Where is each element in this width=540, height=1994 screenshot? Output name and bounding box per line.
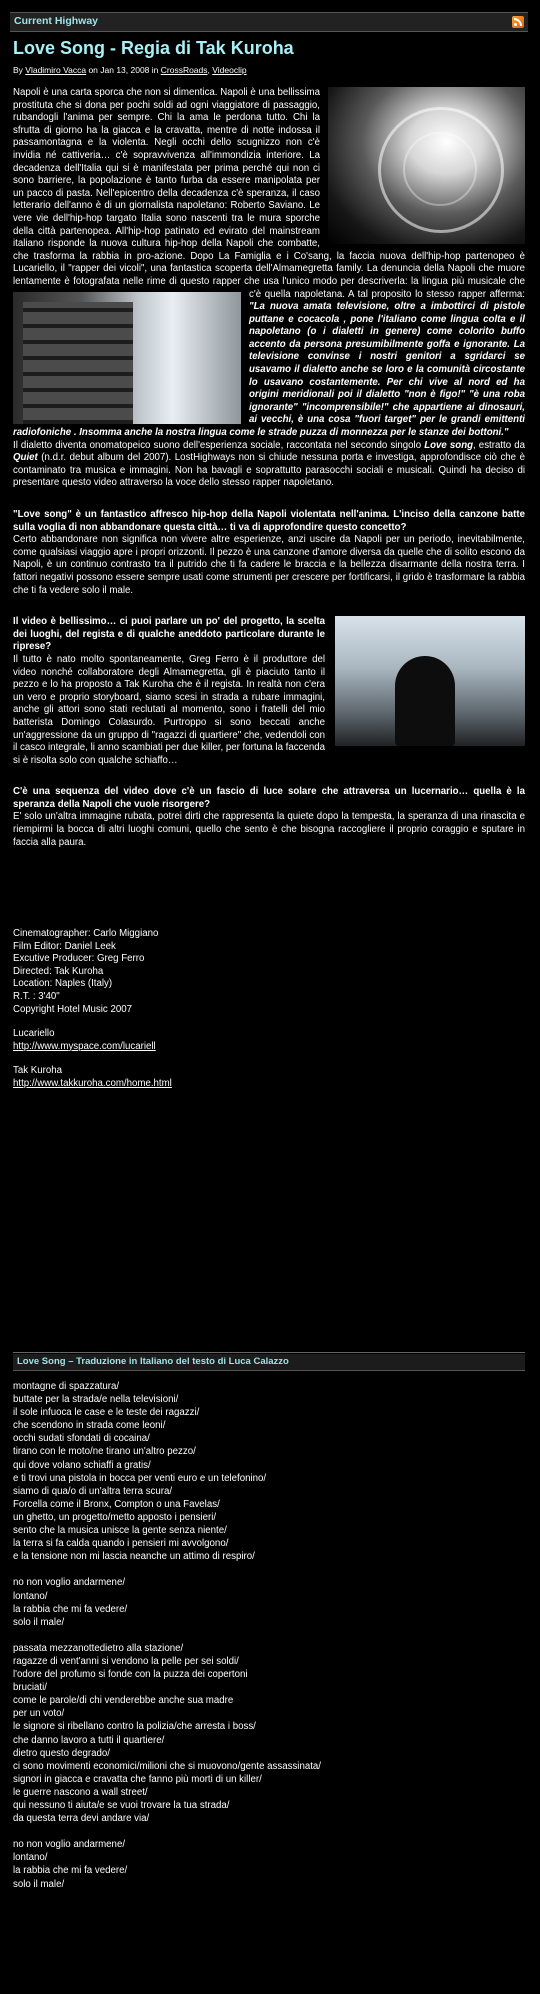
lyrics-header	[13, 1354, 525, 1371]
street-photo	[13, 292, 241, 424]
qa-block-2	[13, 616, 525, 767]
rapper-quote: "La nuova amata televisione, oltre a imbottirci di pistole puttane e cocacola , pone l'italiano come lingua colta e il napoletano (o i dialetti in genere) come colorito buffo accento da persona presumibilmente goffa e ignorante. La televisione convinse i nostri genitori a sgridarci se usavamo il dialetto anche se loro e la comunità circostante lo usavano costantemente. Per chi vive al nord ed ha origini meridionali poi il dialetto "non è figo!" "è una roba ignorante" "incomprensibile!" che appartiene ai dinosauri, ai vecchi, è una cosa "fuori target" per le grandi emittenti radiofoniche . Insomma anche la nostra lingua come le strade puzza di monnezza per le stanze dei bottoni."	[13, 301, 525, 439]
lyric-line: solo il male/	[13, 1616, 65, 1628]
rapper-photo	[335, 616, 525, 746]
lyric-line: tirano con le moto/ne tirano un'altro pezzo/	[13, 1446, 196, 1458]
lyric-line	[13, 1825, 321, 1838]
lyric-line: lontano/	[13, 1852, 48, 1864]
lyric-line: per un voto/	[13, 1708, 65, 1720]
lyric-line: il sole infuoca le case e le teste dei ragazzi/	[13, 1407, 200, 1419]
lyric-line: qui nessuno ti aiuta/e se vuoi trovare la tua strada/	[13, 1800, 230, 1811]
video-credits	[13, 928, 172, 1091]
section-title: Current Highway	[14, 15, 99, 27]
credit-line: Film Editor: Daniel Leek	[13, 940, 116, 952]
lyric-line: solo il male/	[13, 1878, 65, 1890]
lyric-line: l'odore del profumo si fonde con la puzza dei copertoni	[13, 1669, 248, 1681]
dialect-text-2: , estratto da	[473, 439, 525, 451]
lyric-line: da questa terra devi andare via/	[13, 1813, 150, 1825]
lyric-line: la terra si fa calda quando i pensieri mi avvolgono/	[13, 1538, 229, 1550]
lyrics-list	[13, 1380, 321, 1891]
album-title: Quiet	[13, 452, 38, 464]
dialect-text-1: Il dialetto diventa onomatopeico suono dell'esperienza sociale, raccontata nel secondo singolo	[13, 439, 425, 451]
lyrics-title: Love Song – Traduzione in Italiano del testo di Luca Calazzo	[17, 1356, 289, 1367]
lyric-line: la rabbia che mi fa vedere/	[13, 1865, 128, 1877]
lyric-line: la rabbia che mi fa vedere/	[13, 1603, 128, 1615]
intro-paragraph	[13, 87, 525, 490]
answer-3: E' solo un'altra immagine rubata, potrei dirti che rappresenta la quiete dopo la tempesta, la speranza di una rinascita e riempirmi la bocca di altri luoghi comuni, quello che sento è che bisogna raccogliere il proprio coraggio e sputare in faccia alla paura.	[13, 811, 525, 848]
lyric-line: lontano/	[13, 1590, 48, 1602]
lyric-line: passata mezzanottedietro alla stazione/	[13, 1642, 184, 1654]
lyric-line: e ti trovi una pistola in bocca per venti euro e un telefonino/	[13, 1472, 267, 1484]
post-title[interactable]: Love Song - Regia di Tak Kuroha	[13, 38, 294, 58]
credit-line: Excutive Producer: Greg Ferro	[13, 953, 145, 965]
lyric-line: buttate per la strada/e nella televisioni/	[13, 1394, 179, 1406]
artist-myspace-link[interactable]: http://www.myspace.com/lucariell	[13, 1040, 156, 1052]
qa-block-3	[13, 786, 525, 849]
artist-name: Lucariello	[13, 1028, 55, 1040]
byline-date: on Jan 13, 2008 in	[86, 65, 161, 75]
tunnel-photo	[328, 87, 525, 244]
lyric-line: signori in giacca e cravatta che fanno più morti di un killer/	[13, 1773, 262, 1785]
answer-2: Il tutto è nato molto spontaneamente, Greg Ferro è il produttore del video nonché collaboratore degli Almamegretta, gli è piaciuto tanto il pezzo e lo ha proposto a Tak Kuroha che è il regista. In realtà non c'era un vero e proprio storyboard, siamo scesi in strada a rubare immagini, anche gli attori sono stati reclutati al momento, sono i fratelli del mio batterista Domingo Colasurdo. Purtroppo si sono beccati anche un'aggressione da un gruppo di "ragazzi di quartiere" che, vedendoli con il casco integrale, li anno scambiati per due killer, per fortuna la faccenda si è risolta solo con qualche schiaffo…	[13, 653, 325, 766]
director-website-link[interactable]: http://www.takkuroha.com/home.html	[13, 1077, 172, 1089]
lyric-line: no non voglio andarmene/	[13, 1577, 126, 1589]
lyric-line: e la tensione non mi lascia neanche un attimo di respiro/	[13, 1551, 255, 1563]
section-header	[10, 12, 528, 32]
intro-text: Napoli è una carta sporca che non si dimentica. Napoli è una bellissima prostituta che si dona per pochi soldi ad ogni viaggiatore di passaggio, rubandogli l'anima per sempre. Chi la ama le perdona tutto. Chi la sfrutta di giorno ha la giacca e la cravatta, mentre di notte indossa il passamontagna e la violenta. Negli occhi dello scugnizzo non c'è invidia né cattiveria… c'è sopravvivenza all'immondizia interiore. La decadenza dell'Italia qui si è manifestata per prima perché qui non ci sono barriere, la popolazione è tanto furba da essere manipolata per un pacco di pasta. Nell'epicentro della decadenza c'è speranza, il caso letterario dell'anno è di un giornalista napoletano: Roberto Saviano. Le vere vie dell'hip-hop targato Italia sono nascenti tra le mura sporche della città partenopea. All'hip-hop patinato ed evirato del mainstream italiano risponde la nuova cultura hip-hop della Napoli che combatte, che trasforma la rabbia in pro-azione. Dopo La Famiglia e i Co'sang, la faccia nuova dell'hip-hop partenopeo è Lucariello, il "rapper dei vicoli", una fantastica scoperta dell'Almamegretta family. La denuncia della Napoli che muore lentamente è fotografata nelle rime di questo rapper che usa l'unico modo per descriverla: la lingua più musicale che c'è quella napoletana. A tal proposito lo stesso rapper afferma:	[13, 87, 525, 300]
question-3: C'è una sequenza del video dove c'è un fascio di luce solare che attraversa un lucernario… quella è la speranza della Napoli che vuole risorgere?	[13, 786, 525, 810]
byline-comma: ,	[207, 65, 213, 75]
lyric-line	[13, 1563, 321, 1576]
category-link-videoclip[interactable]: Videoclip	[212, 65, 247, 75]
lyric-line: come le parole/di chi venderebbe anche sua madre	[13, 1695, 234, 1707]
lyric-line: siamo di qua/o di un'altra terra scura/	[13, 1485, 173, 1497]
credit-line: Copyright Hotel Music 2007	[13, 1003, 132, 1015]
qa-block-1	[13, 509, 525, 597]
lyric-line	[13, 1629, 321, 1642]
dialect-text-3: (n.d.r. debut album del 2007). LostHighways non si chiude nessuna porta e investiga, approfondisce ciò che è contaminato tra musica e immagini. Non ha bavagli e soprattutto parasocchi sociali e musicali. Quindi ha deciso di presentare questo video attraverso la voce dello stesso rapper napoletano.	[13, 452, 525, 489]
answer-1: Certo abbandonare non significa non vivere altre esperienze, anzi uscire da Napoli per un periodo, inevitabilmente, come qualsiasi viaggio apre i propri orizzonti. Il pezzo è una canzone d'amore diversa da quelle che di solito escono da Napoli, è un continuo contrasto tra il putrido che ti fa cadere le braccia e la bellezza disarmante della nostra terra. I fattori negativi possono essere sempre usati come strumenti per crescere per fortificarsi, il grido è trasformare la rabbia che ti fa vedere solo il male.	[13, 534, 525, 596]
lyric-line: le guerre nascono a wall street/	[13, 1786, 148, 1798]
article-body	[13, 87, 525, 858]
lyric-line: bruciati/	[13, 1682, 47, 1694]
question-2: Il video è bellissimo… ci puoi parlare un po' del progetto, la scelta dei luoghi, del regista e di qualche aneddoto particolare durante le riprese?	[13, 616, 325, 653]
credit-line: Location: Naples (Italy)	[13, 978, 113, 990]
lyric-line: che danno lavoro a tutti il quartiere/	[13, 1734, 165, 1746]
byline-prefix: By	[13, 65, 26, 75]
credit-line: Cinematographer: Carlo Miggiano	[13, 928, 159, 939]
category-link-crossroads[interactable]: CrossRoads	[160, 65, 208, 75]
author-link[interactable]: Vladimiro Vacca	[25, 65, 87, 75]
divider	[13, 1352, 525, 1353]
lyric-line: ragazze di vent'anni si vendono la pelle per sei soldi/	[13, 1655, 239, 1667]
lyric-line: che scendono in strada come leoni/	[13, 1420, 166, 1432]
lyric-line: sento che la musica unisce la gente senza niente/	[13, 1525, 227, 1537]
lyric-line: dietro questo degrado/	[13, 1747, 110, 1759]
byline	[13, 65, 247, 75]
credit-line: Directed: Tak Kuroha	[13, 965, 104, 977]
lyric-line: montagne di spazzatura/	[13, 1381, 120, 1392]
rss-icon[interactable]	[512, 16, 524, 28]
lyric-line: ci sono movimenti economici/milioni che si muovono/gente assassinata/	[13, 1760, 321, 1772]
question-1: "Love song" è un fantastico affresco hip-hop della Napoli violentata nell'anima. L'inciso della canzone batte sulla voglia di non abbandonare questa città… ti va di approfondire questo concetto?	[13, 509, 525, 533]
credit-line: R.T. : 3'40"	[13, 990, 60, 1002]
director-name: Tak Kuroha	[13, 1065, 63, 1077]
lyric-line: le signore si ribellano contro la polizia/che arresta i boss/	[13, 1721, 256, 1733]
lyric-line: qui dove volano schiaffi a gratis/	[13, 1459, 151, 1471]
lyric-line: occhi sudati sfondati di cocaina/	[13, 1433, 150, 1445]
lyric-line: un ghetto, un progetto/metto apposto i pensieri/	[13, 1511, 217, 1523]
song-title: Love song	[424, 439, 474, 451]
lyric-line: no non voglio andarmene/	[13, 1839, 126, 1851]
lyric-line: Forcella come il Bronx, Compton o una Favelas/	[13, 1498, 220, 1510]
